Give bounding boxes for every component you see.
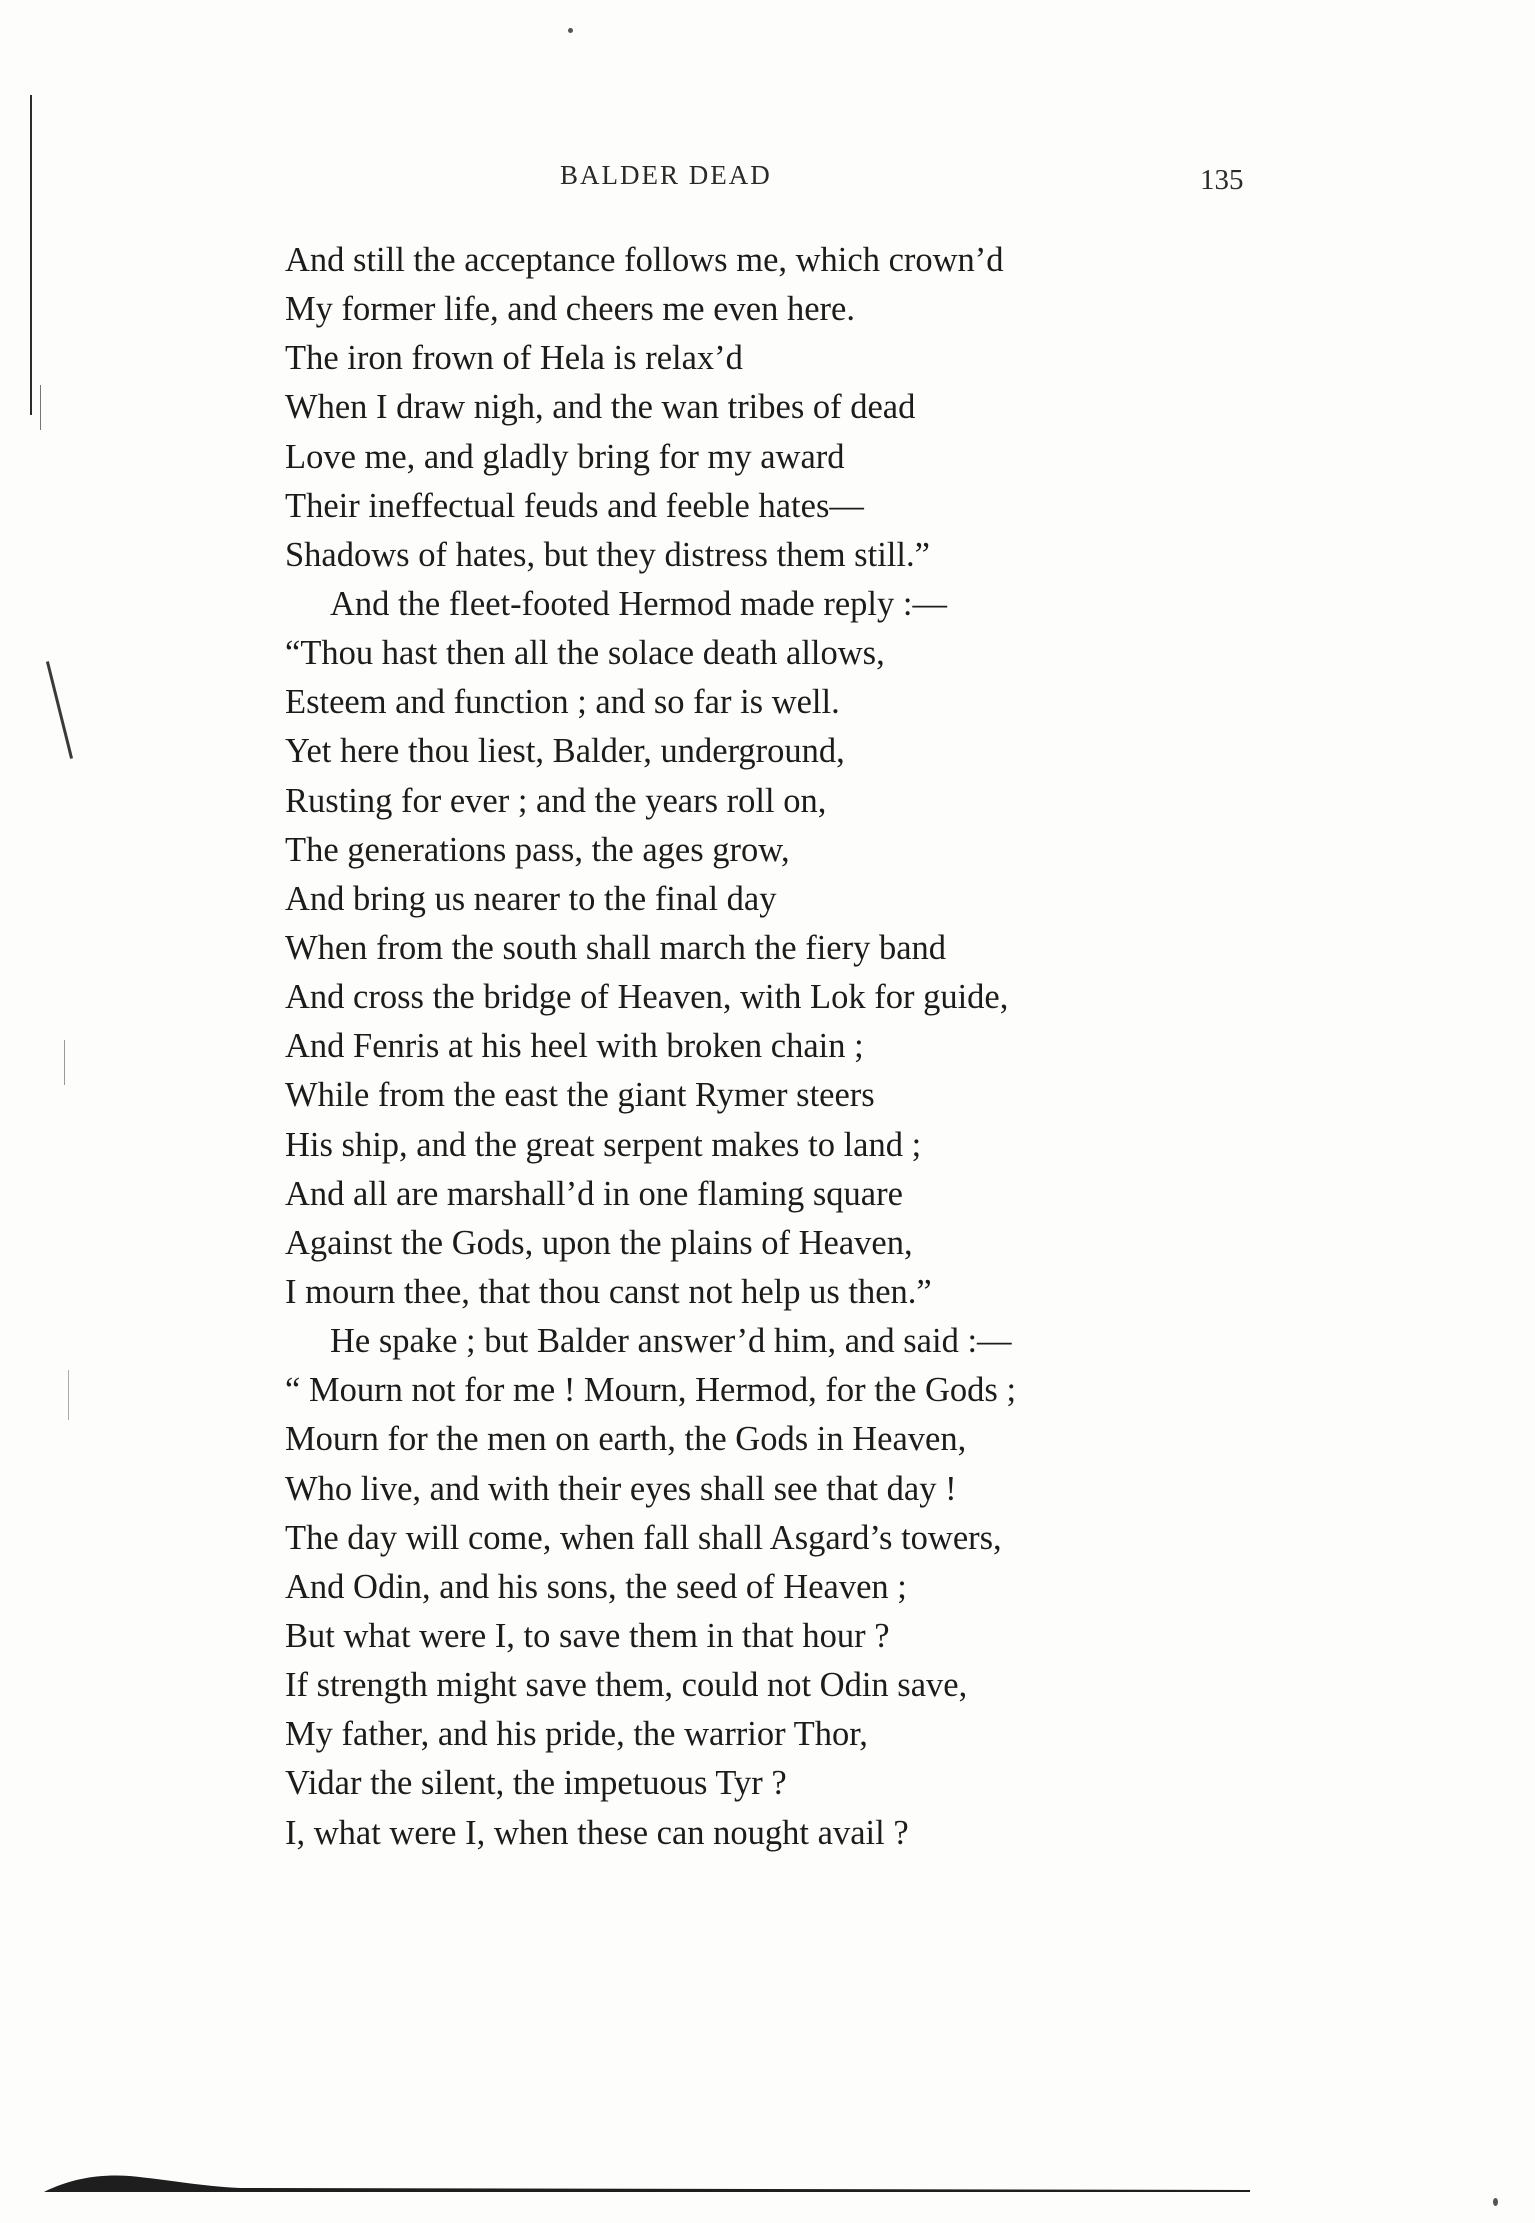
verse-line: And all are marshall’d in one flaming square [285, 1174, 903, 1213]
verse-line: His ship, and the great serpent makes to land ; [285, 1125, 922, 1164]
verse-line: My father, and his pride, the warrior Thor, [285, 1715, 868, 1754]
verse-line: I mourn thee, that thou canst not help us then.” [285, 1272, 932, 1311]
scan-edge-mark [68, 1370, 69, 1420]
scan-edge-mark [30, 95, 32, 415]
verse-line: Yet here thou liest, Balder, underground, [285, 732, 845, 771]
verse-line: Love me, and gladly bring for my award [285, 437, 845, 476]
verse-line: And the fleet-footed Hermod made reply :— [330, 584, 947, 623]
verse-body [285, 236, 1285, 1858]
verse-line: Rusting for ever ; and the years roll on, [285, 781, 827, 820]
scan-edge-mark [40, 385, 41, 430]
verse-line: He spake ; but Balder answer’d him, and said :— [330, 1322, 1012, 1361]
verse-line: And still the acceptance follows me, which crown’d [285, 241, 1004, 279]
verse-line: Shadows of hates, but they distress them still.” [285, 535, 930, 574]
verse-line: But what were I, to save them in that hour ? [285, 1616, 890, 1655]
verse-line: My former life, and cheers me even here. [285, 290, 855, 329]
verse-line: If strength might save them, could not Odin save, [285, 1666, 968, 1705]
scan-speck [568, 28, 573, 33]
running-title: BALDER DEAD [560, 160, 772, 190]
verse-line: The iron frown of Hela is relax’d [285, 339, 743, 378]
verse-line: And cross the bridge of Heaven, with Lok for guide, [285, 978, 1009, 1017]
verse-line: And bring us nearer to the final day [285, 879, 777, 918]
verse-line: Vidar the silent, the impetuous Tyr ? [285, 1764, 787, 1803]
verse-line: While from the east the giant Rymer steers [285, 1076, 875, 1115]
verse-line: Who live, and with their eyes shall see that day ! [285, 1469, 957, 1508]
page-number: 135 [1200, 164, 1244, 196]
verse-line: And Fenris at his heel with broken chain ; [285, 1027, 864, 1066]
verse-line: And Odin, and his sons, the seed of Heaven ; [285, 1567, 907, 1606]
verse-line: The day will come, when fall shall Asgard’s towers, [285, 1518, 1002, 1557]
verse-line: Mourn for the men on earth, the Gods in Heaven, [285, 1420, 967, 1459]
scan-edge-mark [64, 1040, 65, 1085]
verse-line: When I draw nigh, and the wan tribes of dead [285, 388, 916, 427]
verse-line: Their ineffectual feuds and feeble hates— [285, 486, 864, 525]
verse-line: When from the south shall march the fiery band [285, 928, 947, 967]
running-head [0, 160, 1535, 204]
verse-line: Against the Gods, upon the plains of Heaven, [285, 1223, 913, 1262]
verse-line: I, what were I, when these can nought avail ? [285, 1813, 909, 1852]
verse-line: The generations pass, the ages grow, [285, 830, 790, 869]
scan-speck [1493, 2198, 1498, 2206]
scan-bottom-shadow [40, 2162, 1250, 2192]
verse-line: “Thou hast then all the solace death allows, [285, 634, 885, 673]
verse-line: Esteem and function ; and so far is well. [285, 683, 840, 722]
verse-line: “ Mourn not for me ! Mourn, Hermod, for the Gods ; [285, 1371, 1017, 1410]
scan-edge-mark [46, 661, 73, 759]
